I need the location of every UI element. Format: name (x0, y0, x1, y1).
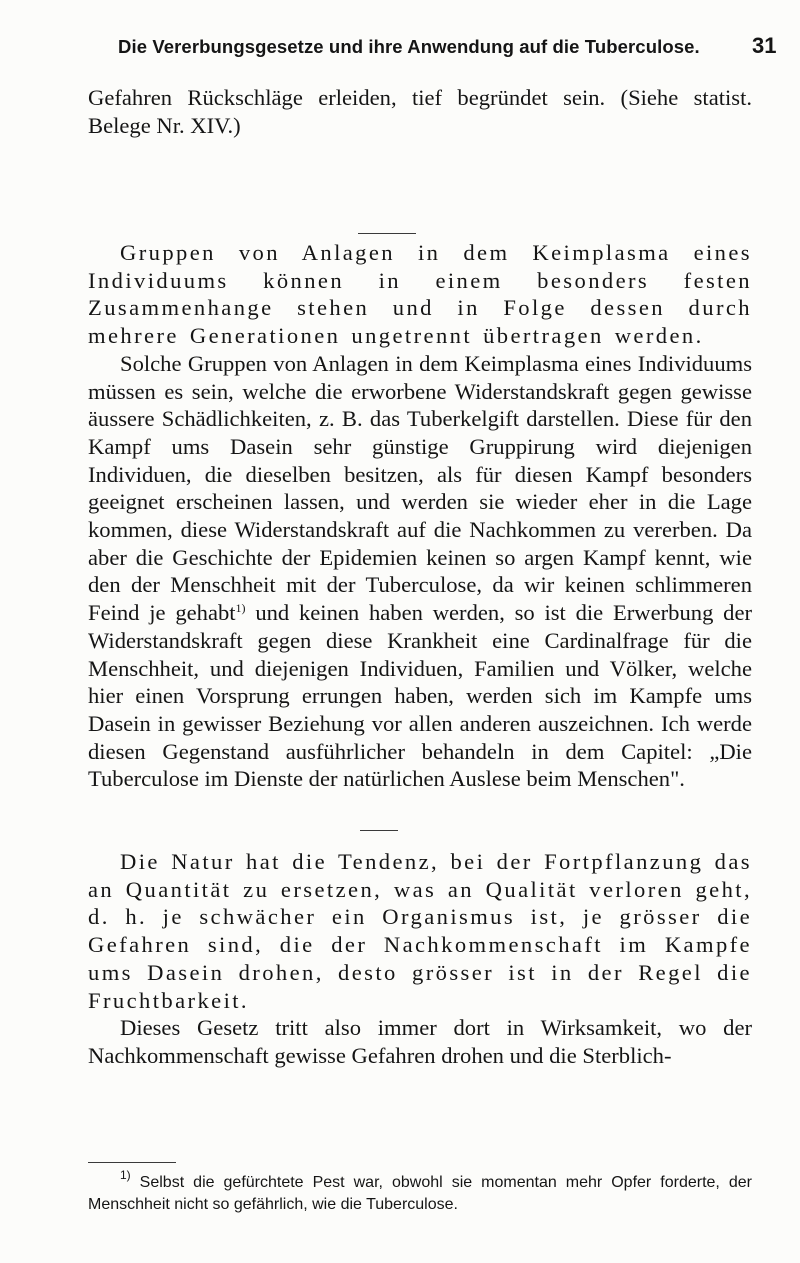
footnote-divider (88, 1162, 176, 1163)
paragraph-text-continued: und keinen haben werden, so ist die Erwerbung der Widerstandskraft gegen diese Krankheit eine Cardinalfrage für die Menschheit, und diejenigen Individuen, Familien und Völker, welche hier einen Vorsprung errungen haben, werden sich im Kampfe ums Dasein in gewisser Beziehung vor allen anderen auszeichnen. Ich werde diesen Gegenstand ausführlicher behandeln in dem Capitel: „Die Tuberculose im Dienste der natürlichen Auslese beim Menschen". (88, 600, 752, 792)
paragraph (88, 350, 752, 793)
running-head: Die Vererbungsgesetze und ihre Anwendung auf die Tuberculose. (118, 36, 700, 57)
text-block-continuation (88, 84, 752, 139)
section-divider (360, 830, 398, 831)
emphasized-paragraph: Die Natur hat die Tendenz, bei der Fortpflanzung das an Quantität zu ersetzen, was an Qualität verloren geht, d. h. je schwächer ein Organismus ist, je grösser die Gefahren sind, die der Nachkommenschaft im Kampfe ums Dasein drohen, desto grösser ist in der Regel die Fruchtbarkeit. (88, 849, 752, 1013)
paragraph-text: Solche Gruppen von Anlagen in dem Keimplasma eines Individuums müssen es sein, welche die erworbene Widerstandskraft gegen gewisse äussere Schädlichkeiten, z. B. das Tuberkelgift darstellen. Diese für den Kampf ums Dasein sehr günstige Gruppirung wird diejenigen Individuen, die dieselben besitzen, als für diesen Kampf besonders geeignet erscheinen lassen, und werden sie wieder eher in die Lage kommen, diese Widerstandskraft auf die Nachkommen zu vererben. Da aber die Geschichte der Epidemien keinen so argen Kampf kennt, wie den der Menschheit mit der Tuberculose, da wir keinen schlimmeren Feind je gehabt (88, 350, 752, 626)
paragraph: Dieses Gesetz tritt also immer dort in Wirksamkeit, wo der Nachkommenschaft gewisse Gefahren drohen und die Sterblich- (88, 1015, 752, 1068)
footnote (88, 1168, 752, 1216)
text-block-fertility-law (88, 848, 752, 1070)
section-divider (358, 233, 416, 234)
text-block-heredity-groups (88, 239, 752, 793)
footnote-marker: 1) (120, 1168, 131, 1182)
footnote-text (88, 1168, 752, 1216)
footnote-body: Selbst die gefürchtete Pest war, obwohl sie momentan mehr Opfer forderte, der Menschheit nicht so gefährlich, wie die Tuberculose. (88, 1174, 752, 1213)
paragraph: Gefahren Rückschläge erleiden, tief begründet sein. (Siehe statist. Belege Nr. XIV.) (88, 85, 752, 138)
page-number: 31 (752, 33, 777, 58)
emphasized-paragraph: Gruppen von Anlagen in dem Keimplasma eines Individuums können in einem besonders festen Zusammenhange stehen und in Folge dessen durch mehrere Generationen ungetrennt übertragen werden. (88, 240, 752, 349)
footnote-reference: 1) (235, 601, 246, 616)
